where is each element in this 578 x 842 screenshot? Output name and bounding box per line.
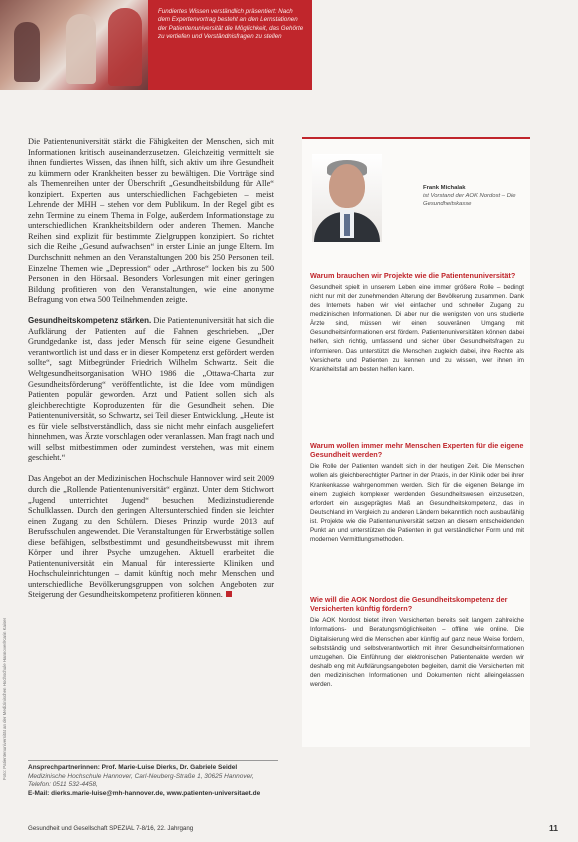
photo-figure — [14, 22, 40, 82]
portrait-face — [329, 164, 365, 208]
photo-figure — [66, 14, 96, 84]
question: Wie will die AOK Nordost die Gesundheitskompetenz der Versicherten künftig fördern? — [310, 595, 508, 614]
person-info — [423, 185, 528, 208]
photo-caption: Fundiertes Wissen verständlich präsentiert: Nach dem Expertenvortrag besteht an den Lernstationen der Patientenuniversität die Möglichkeit, das Gehörte zu vertiefen und Verständnisfragen zu stellen — [148, 0, 312, 90]
end-mark-icon — [226, 591, 232, 597]
contact-address: Medizinische Hochschule Hannover, Carl-Neuberg-Straße 1, 30625 Hannover, Telefon: 0511 532-4458, — [28, 772, 254, 789]
contact-links — [28, 790, 278, 799]
person-role: ist Vorstand der AOK Nordost – Die Gesundheitskasse — [423, 192, 516, 207]
contact-info — [28, 760, 278, 798]
paragraph — [28, 316, 274, 464]
contact-web-link[interactable]: www.patienten-universitaet.de — [166, 789, 261, 797]
interview-box — [302, 137, 530, 747]
answer: Die AOK Nordost bietet ihren Versicherten bereits seit langem zahlreiche Informations- und Beratungsmöglichkeiten – offline wie online. Die Digitalisierung wird die Menschen aber künftig auf ganz neue Weise fordern, selbstständig und selbstverantwortlich mit ihrer Gesundheitsinformationen umzugehen. Die Einführung der elektronischen Patientenakte werden wir deshalb eng mit Aufklärungsangeboten begleiten, damit die Versicherten mit den medizinischen Informationen und Dokumenten nicht alleingelassen werden. — [310, 617, 524, 688]
page-number: 11 — [549, 823, 558, 833]
question: Warum brauchen wir Projekte wie die Patientenuniversität? — [310, 271, 516, 280]
side-credit: Foto: Patientenuniversität an der Medizinischen Hochschule Hannover/Karin Kaiser — [2, 617, 7, 780]
answer: Die Rolle der Patienten wandelt sich in der heutigen Zeit. Die Menschen wollen als gleichberechtigter Partner in der Praxis, in der Klinik oder bei ihrer Krankenkasse wahrgenommen werden. Sich für die eigenen Belange im einem zugleich komplexer werdenden Gesundheitswesen einzusetzen, erfordert ein ausgeprägtes Maß an Gesundheitskompetenz, das in Deutschland im Vergleich zu anderen Ländern bekanntlich noch ausbaufähig ist. Projekte wie die Patientenuniversität setzen an diesem entscheidenden Punkt an und unterstützen die Patienten in gut verständlicher Form und mit modernen Vermittlungsmethoden. — [310, 463, 524, 543]
header-blank — [312, 0, 578, 90]
qa-item — [310, 271, 524, 374]
publication-info: Gesundheit und Gesellschaft SPEZIAL 7-8/16, 22. Jahrgang — [28, 825, 194, 832]
paragraph — [28, 474, 274, 601]
paragraph-text: Die Patientenuniversität hat sich die Aufklärung der Patienten auf die Fahnen geschrieben. „Der Grundgedanke ist, dass jeder Mensch für seine eigene Gesundheit verantwortlich ist und dass er in dieser Kompetenz erst gefördert werden sollte“, sagt Mitbegründer Friedrich Wilhelm Schwartz. Seit die Weltgesundheitsorganisation WHO 1986 die „Ottawa-Charta zur Gesundheitsförderung“ veröffentlichte, ist die Idee vom mündigen Patienten populär geworden. Arzt und Patient sollen sich als gleichberechtigte Koproduzenten für die Gesundheit sehen. Die Patientenuniversität, so Schwartz, sei Teil dieser Entwicklung. „Heute ist es für viele selbstverständlich, dass sie nicht mehr einfach ausgeliefert hinnehmen, was Ärzte vorschlagen oder veranlassen. Man fragt nach und will selbst mitbestimmen oder zumindest verstehen, was mit einem geschieht.“ — [28, 316, 274, 463]
question: Warum wollen immer mehr Menschen Experten für die eigene Gesundheit werden? — [310, 441, 524, 460]
answer: Gesundheit spielt in unserem Leben eine immer größere Rolle – bedingt nicht nur mit der zunehmenden Alterung der Bevölkerung zusammen. Dank des Internets haben wir viel einfacher und schneller Zugang zu medizinischen Informationen. Di aber nur die wenigsten von uns studierte Ärzte sind, müssen wir einen souveränen Umgang mit Gesundheitsinformationen erst fördern. Patientenuniversitäten können dabei helfen, sich richtig, umfassend und sicher über Gesundheitsfragen zu informieren. Das unterstützt die Menschen zugleich dabei, ihre Rechte als Versicherte und Patienten zu kennen und zu wissen, wer ihnen im Krankheitsfall am besten helfen kann. — [310, 284, 524, 373]
paragraph-text: Das Angebot an der Medizinischen Hochschule Hannover wird seit 2009 durch die „Rollende Patientenuniversität“ ergänzt. Unter dem Stichwort „Jugend unterrichtet Jugend“ besuchen Medizinstudierende Schulklassen. Durch den geringen Altersunterschied finden sie leichter einen Zugang zu den Schülern. Dieses Prinzip wurde 2013 auf Berufsschulen angewendet. Die Veranstaltungen für Erwerbstätige sollen diese befähigen, selbstbestimmt und gesundheitsbewusst mit ihrem Körper und ihrer Psyche umzugehen. Aktuell erarbeitet die Patientenuniversität ein Manual für interessierte Kliniken und Hochschuleinrichtungen – damit künftig noch mehr Menschen und unterschiedliche Bevölkerungsgruppen von solchen Angeboten zur Steigerung der Gesundheitskompetenz profitieren können. — [28, 474, 274, 600]
paragraph: Die Patientenuniversität stärkt die Fähigkeiten der Menschen, sich mit Informationen kritisch auseinanderzusetzen. Gleichzeitig vermittelt sie ihnen fundiertes Wissen, das ihnen hilft, sich aktiv um ihre Gesundheit zu kümmern oder Krankheiten besser zu bewältigen. Die Vorträge sind als Themenreihen unter der Überschrift „Gesundheitsbildung für Alle“ konzipiert. Experten aus unterschiedlichen Fachgebieten – meist Lehrende der MHH – stehen vor dem Publikum. In der Regel gibt es zehn Termine zu einem Thema in Folge, außerdem Informationstage zu unterschiedlichen Krankheitsbildern oder anderen Themen. Manche Reihen sind explizit für bestimmte Zielgruppen konzipiert. So richtet sich die Reihe „Gesund aufwachsen“ in erster Linie an junge Eltern. Im Durchschnitt nehmen an den Veranstaltungen 200 bis 250 Personen teil. Einzelne Themen wie „Depression“ oder „Arthrose“ locken bis zu 500 Personen in den Hörsaal. Besonders Vorlesungen mit einer geringen Bildung profitieren von den Veranstaltungen, wie eine anonyme Befragung von etwa 500 Teilnehmenden zeigte. — [28, 137, 274, 305]
article-body — [28, 137, 274, 611]
photo-figure — [108, 8, 142, 86]
contact-head: Ansprechpartnerinnen: Prof. Marie-Luise Dierks, Dr. Gabriele Seidel — [28, 764, 238, 771]
portrait-photo — [312, 154, 382, 242]
page-footer — [28, 825, 558, 832]
qa-item — [310, 441, 524, 544]
person-name: Frank Michalak — [423, 185, 466, 191]
header-photo — [0, 0, 148, 90]
paragraph-lead: Gesundheitskompetenz stärken. — [28, 316, 152, 326]
portrait-tie — [344, 214, 350, 236]
contact-email[interactable]: E-Mail: dierks.marie-luise@mh-hannover.de, — [28, 789, 165, 797]
qa-item — [310, 595, 524, 689]
